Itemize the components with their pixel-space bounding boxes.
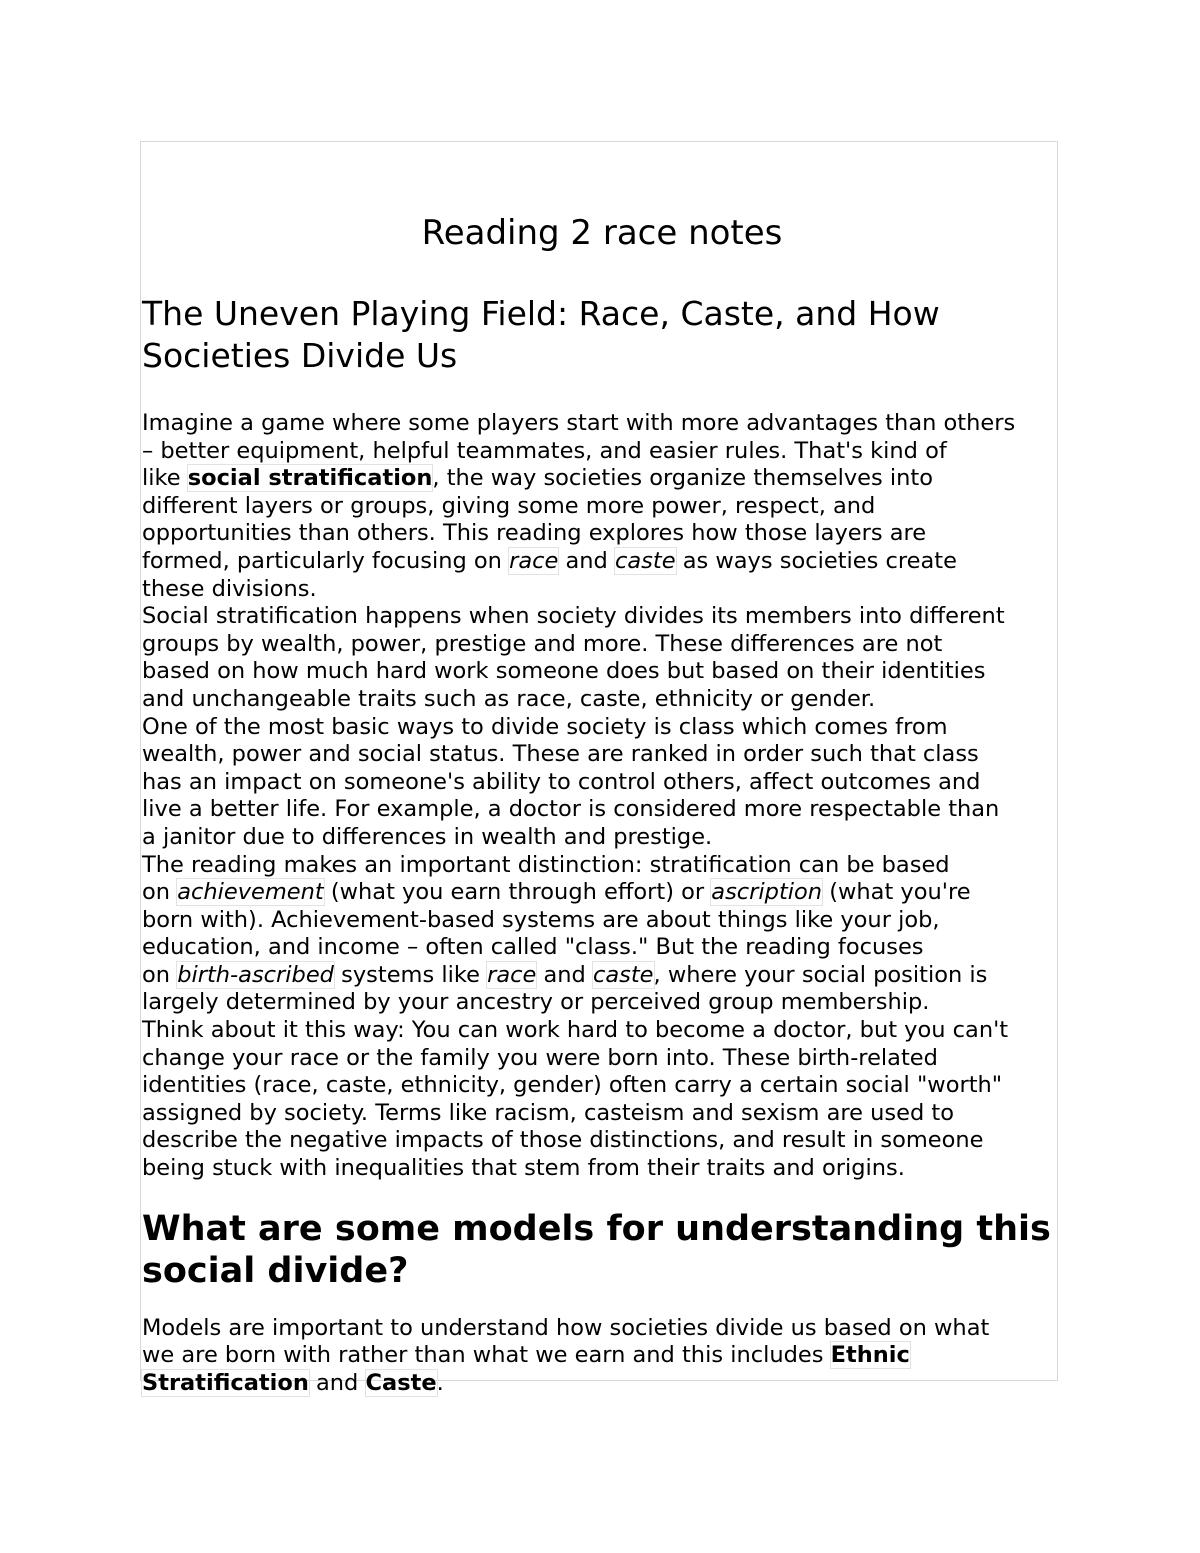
text-segment: formed, particularly focusing on — [142, 547, 510, 574]
text-line: these divisions. — [142, 575, 317, 602]
term-achievement: achievement — [177, 879, 324, 906]
term-caste: caste — [592, 961, 654, 988]
text-line: being stuck with inequalities that stem from their traits and origins. — [142, 1155, 905, 1182]
subtitle-line: The Uneven Playing Field: Race, Caste, and How — [142, 294, 940, 333]
text-segment: like — [142, 465, 188, 492]
text-line: change your race or the family you were born into. These birth-related — [142, 1044, 938, 1071]
distinction-paragraph — [142, 852, 1062, 1018]
subtitle-line: Societies Divide Us — [142, 336, 458, 375]
term-stratification: Stratification — [142, 1369, 309, 1396]
text-line: The reading makes an important distinction: stratification can be based — [142, 851, 950, 878]
text-line: Social stratification happens when society divides its members into different — [142, 603, 1005, 630]
term-race: race — [509, 547, 559, 574]
text-segment: we are born with rather than what we earn and this includes — [142, 1342, 831, 1369]
text-line: – better equipment, helpful teammates, and easier rules. That's kind of — [142, 437, 947, 464]
text-segment: on — [142, 879, 178, 906]
text-line — [142, 879, 1062, 907]
text-line: assigned by society. Terms like racism, casteism and sexism are used to — [142, 1099, 954, 1126]
heading-line: What are some models for understanding this — [142, 1208, 1051, 1249]
text-segment: and — [308, 1369, 366, 1396]
text-segment: and — [558, 547, 615, 574]
text-line — [142, 962, 1062, 990]
text-line: groups by wealth, power, prestige and more. These differences are not — [142, 630, 943, 657]
models-paragraph — [142, 1315, 1062, 1398]
text-line — [142, 548, 1062, 576]
text-segment: (what you're — [822, 879, 971, 906]
text-line: education, and income – often called "class." But the reading focuses — [142, 934, 924, 961]
text-line: Think about it this way: You can work hard to become a doctor, but you can't — [142, 1017, 1009, 1044]
text-line: largely determined by your ancestry or perceived group membership. — [142, 989, 930, 1016]
think-paragraph — [142, 1017, 1062, 1183]
text-line — [142, 465, 1062, 493]
intro-paragraph — [142, 410, 1062, 603]
text-line: describe the negative impacts of those distinctions, and result in someone — [142, 1127, 984, 1154]
term-social-stratification: social stratification — [187, 465, 433, 492]
text-segment: , the way societies organize themselves into — [432, 465, 933, 492]
term-ethnic: Ethnic — [830, 1342, 910, 1369]
text-line: Models are important to understand how societies divide us based on what — [142, 1314, 990, 1341]
text-segment: systems like — [333, 961, 488, 988]
document-body — [142, 141, 1062, 1397]
text-segment: on — [142, 961, 178, 988]
text-segment: . — [436, 1369, 444, 1396]
text-line: and unchangeable traits such as race, caste, ethnicity or gender. — [142, 685, 876, 712]
text-line: identities (race, caste, ethnicity, gender) often carry a certain social "worth" — [142, 1072, 1003, 1099]
text-line — [142, 1370, 1062, 1398]
stratification-paragraph — [142, 603, 1062, 713]
document-subtitle — [142, 293, 1062, 377]
text-line: One of the most basic ways to divide society is class which comes from — [142, 713, 948, 740]
text-segment: , where your social position is — [653, 961, 988, 988]
term-race: race — [487, 961, 537, 988]
text-line: based on how much hard work someone does but based on their identities — [142, 658, 986, 685]
term-ascription: ascription — [711, 879, 823, 906]
text-segment: as ways societies create — [675, 547, 957, 574]
heading-line: social divide? — [142, 1250, 409, 1291]
term-caste: caste — [615, 547, 676, 574]
text-line: Imagine a game where some players start with more advantages than others — [142, 410, 1016, 436]
text-line: opportunities than others. This reading explores how those layers are — [142, 520, 927, 547]
text-line: wealth, power and social status. These are ranked in order such that class — [142, 741, 979, 768]
class-paragraph — [142, 714, 1062, 852]
section-heading — [142, 1208, 1062, 1292]
term-caste-bold: Caste — [365, 1369, 437, 1396]
text-segment: and — [536, 961, 593, 988]
document-title: Reading 2 race notes — [421, 213, 783, 253]
text-line — [142, 1342, 1062, 1370]
text-line: live a better life. For example, a doctor is considered more respectable than — [142, 796, 1000, 823]
text-line: different layers or groups, giving some more power, respect, and — [142, 492, 876, 519]
term-birth-ascribed: birth-ascribed — [177, 961, 334, 988]
text-line: born with). Achievement-based systems are about things like your job, — [142, 906, 940, 933]
text-line: a janitor due to differences in wealth and prestige. — [142, 823, 713, 850]
text-line: has an impact on someone's ability to control others, affect outcomes and — [142, 768, 981, 795]
text-segment: (what you earn through effort) or — [323, 879, 712, 906]
